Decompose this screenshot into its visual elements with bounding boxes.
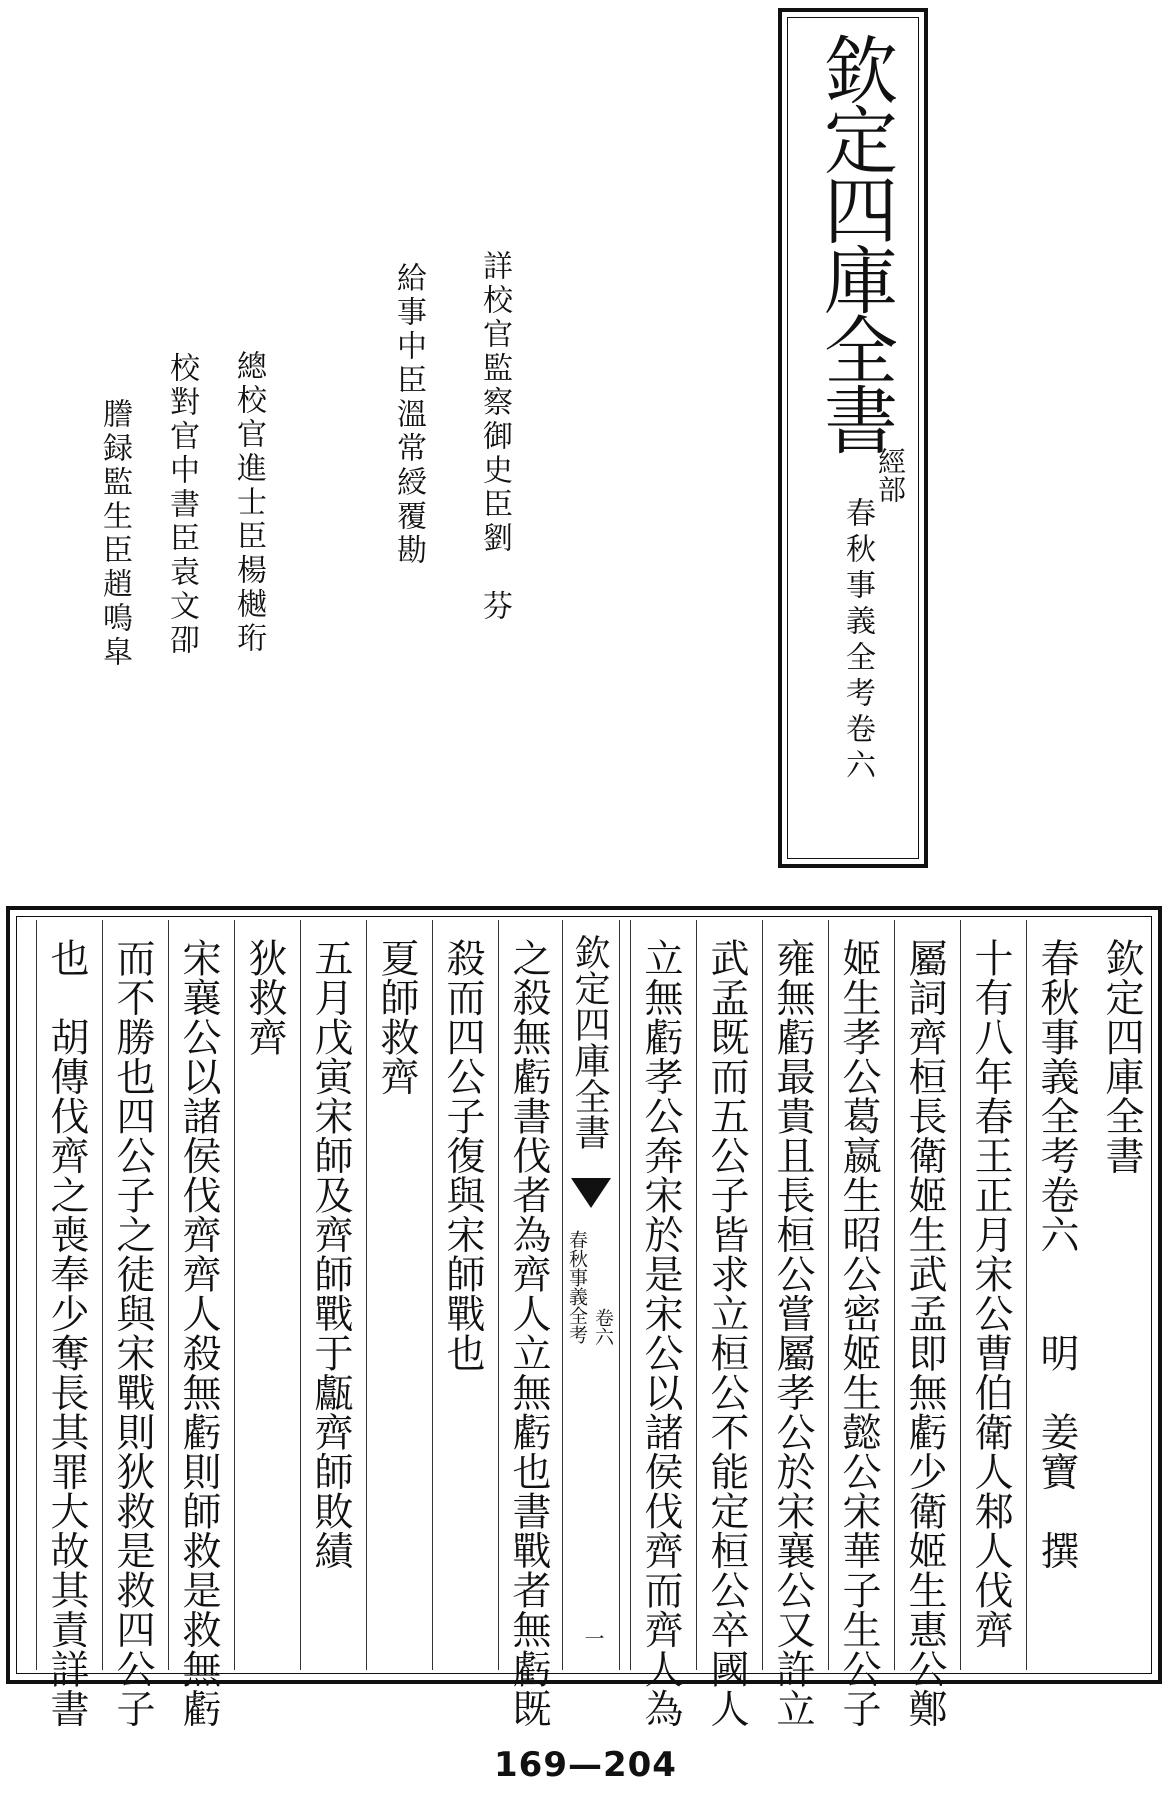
folio-number: 169—204 (494, 1745, 677, 1785)
text-column: 也 胡傳伐齊之喪奉少奪長其罪大故其責詳書 (36, 920, 95, 1670)
fold-subtitle: 春秋事義全考 (566, 1230, 588, 1344)
credit-line: 詳校官監察御史臣劉 芬 (477, 250, 512, 624)
text-column: 雍無虧最貴且長桓公嘗屬孝公於宋襄公又許立 (762, 920, 821, 1670)
text-column: 屬詞齊桓長衛姬生武孟即無虧少衛姬生惠公鄭 (894, 920, 953, 1670)
credit-line: 總校官進士臣楊樾珩 (231, 350, 266, 656)
collection-title: 欽定四庫全書 (812, 32, 898, 452)
leaf-number: 一 (581, 1628, 605, 1648)
book-title: 春秋事義全考卷六 (840, 497, 875, 785)
text-column: 五月戊寅宋師及齊師戰于甗齊師敗績 (300, 920, 359, 1670)
title-slip (778, 8, 928, 868)
text-column: 之殺無虧書伐者為齊人立無虧也書戰者無虧既 (498, 920, 557, 1670)
text-column: 而不勝也四公子之徒與宋戰則狄救是救四公子 (102, 920, 161, 1670)
text-column: 姬生孝公葛嬴生昭公密姬生懿公宋華子生公子 (828, 920, 887, 1670)
text-column: 夏師救齊 (366, 920, 425, 1670)
text-column: 武孟既而五公子皆求立桓公不能定桓公卒國人 (696, 920, 755, 1670)
text-page (6, 906, 1162, 1728)
credit-line: 謄録監生臣趙鳴皐 (97, 398, 132, 670)
text-column: 殺而四公子復與宋師戰也 (432, 920, 491, 1670)
text-column: 宋襄公以諸侯伐齊齊人殺無虧則師救是救無虧 (168, 920, 227, 1670)
fold-column (562, 920, 620, 1670)
text-column: 狄救齊 (234, 920, 293, 1670)
text-column: 立無虧孝公奔宋於是宋公以諸侯伐齊而齊人為 (630, 920, 689, 1670)
credit-line: 校對官中書臣袁文卲 (164, 352, 199, 658)
fish-tail-mark (571, 1178, 611, 1208)
category-label: 經部 (874, 447, 907, 503)
text-column: 春秋事義全考卷六 明 姜寶 撰 (1026, 920, 1085, 1670)
text-column: 欽定四庫全書 (1099, 938, 1144, 1175)
text-column: 十有八年春王正月宋公曹伯衛人邾人伐齊 (960, 920, 1019, 1670)
fold-juan: 卷六 (592, 1308, 614, 1346)
fold-header: 欽定四庫全書 (569, 934, 610, 1150)
credit-line: 給事中臣溫常綬覆勘 (391, 262, 426, 568)
